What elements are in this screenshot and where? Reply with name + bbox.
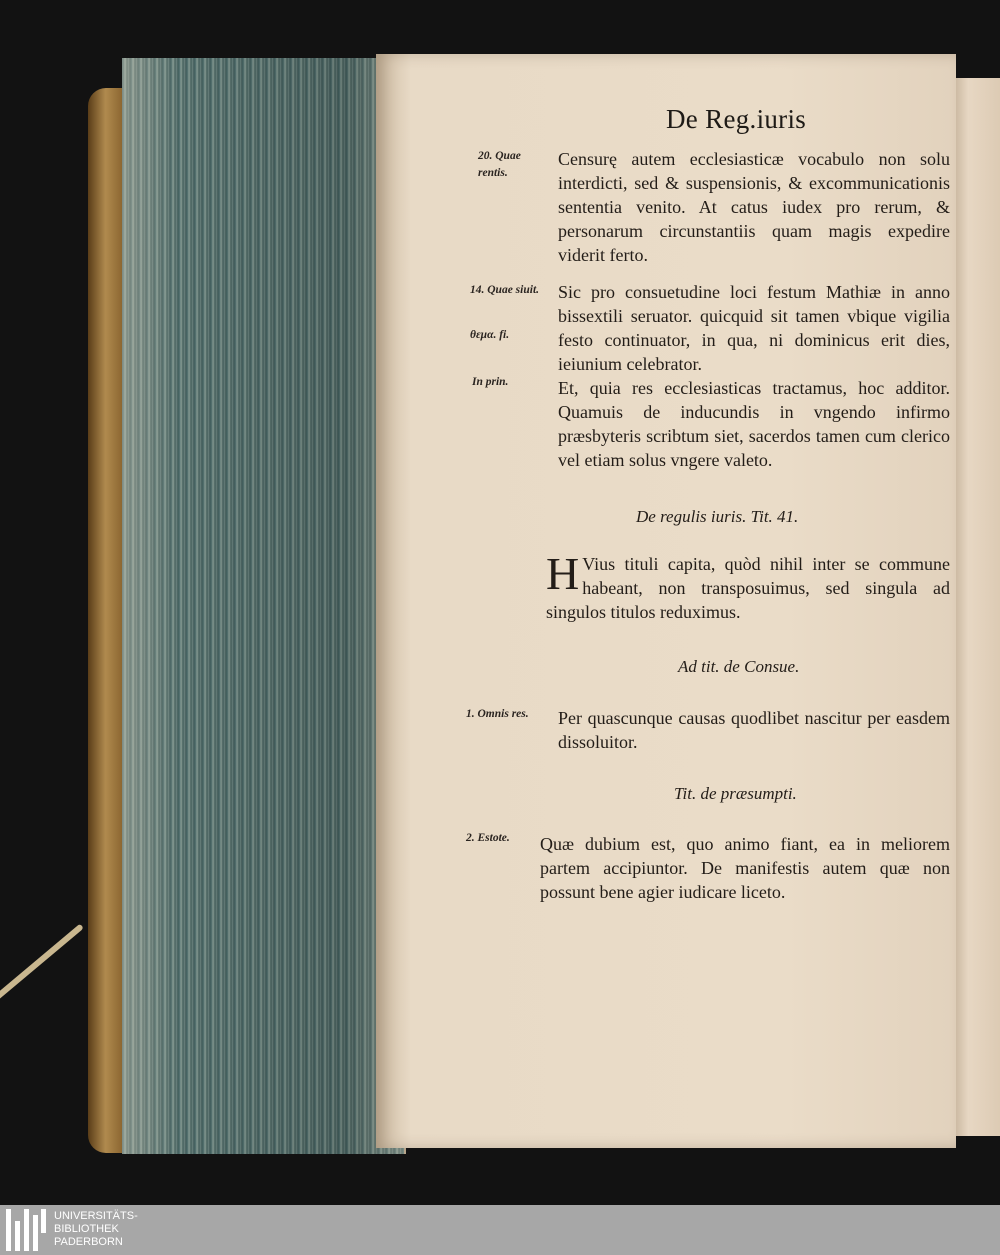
library-name [54,1210,138,1249]
library-line: UNIVERSITÄTS- [54,1210,138,1222]
margin-note: θεμα. fi. [470,329,510,341]
paragraph: Quæ dubium est, quo animo fiant, ea in meliorem partem accipiuntor. De manifestis autem quæ non possunt bene agier iudicare liceto. [540,834,950,902]
paragraph: Sic pro consuetudine loci festum Mathiæ in anno bissextili seruator. quicquid sit tamen vbique vigilia festo continuator, in qua, ni dominicus erit dies, ieiunium celebrator. [558,282,950,374]
library-footer [0,1205,1000,1255]
page-block-edge [122,58,406,1154]
paragraph: Et, quia res ecclesiasticas tractamus, hoc additor. Quamuis de inducundis in vngendo infirmo præsbyteris scribtum siet, sacerdos tamen cum clerico vel etiam solus vngere valeto. [558,378,950,470]
margin-note: 14. Quae siuit. [470,284,540,296]
running-head: De Reg.iuris [666,104,807,134]
drop-cap: H [546,548,580,599]
library-logo-icon [6,1209,46,1251]
title-intro-text: Vius tituli capita, quòd nihil inter se commune habeant, non transposuimus, sed singula ad singulos titulos reduximus. [546,554,950,622]
margin-note: In prin. [472,376,509,388]
library-line: PADERBORN [54,1236,123,1248]
paragraph: Censurę autem ecclesiasticæ vocabulo non solu interdicti, sed & suspensionis, & excommunicationis sententia venito. At catus iudex pro rerum, & personarum circunstantiis quam magis expedire viderit ferto. [558,149,950,265]
paragraph: Per quascunque causas quodlibet nascitur per easdem dissoluitor. [558,708,950,752]
margin-note: 20. Quae rentis. [478,150,521,179]
library-line: BIBLIOTHEK [54,1223,119,1235]
margin-note: 1. Omnis res. [466,708,529,720]
subheading: Tit. de præsumpti. [674,784,797,803]
title-intro [546,548,950,624]
margin-note: 2. Estote. [466,832,510,844]
subheading: Ad tit. de Consue. [678,657,800,676]
title-heading: De regulis iuris. Tit. 41. [636,507,799,526]
ribbon-strap [0,924,84,1006]
